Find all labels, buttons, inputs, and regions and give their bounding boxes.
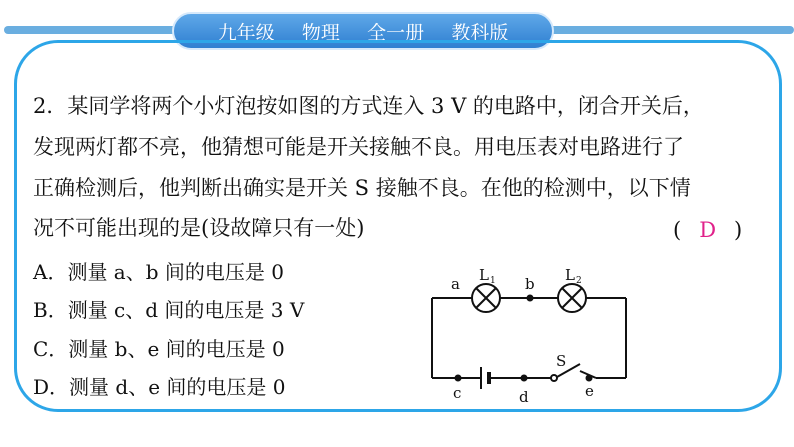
label-d: d xyxy=(519,388,529,406)
answer-value: D xyxy=(699,218,717,242)
circuit-diagram xyxy=(420,260,650,410)
node-d xyxy=(521,375,528,382)
label-l2: L xyxy=(565,266,575,284)
node-b xyxy=(527,295,534,302)
label-e: e xyxy=(585,382,594,400)
header-volume: 全一册 xyxy=(367,21,425,44)
label-b: b xyxy=(525,275,535,293)
question-line-4: 况不可能出现的是(设故障只有一处) xyxy=(33,216,365,240)
question-line-3: 正确检测后，他判断出确实是开关 S 接触不良。在他的检测中，以下情 xyxy=(33,176,691,200)
option-c: C．测量 b、e 间的电压是 0 xyxy=(33,337,285,361)
node-c xyxy=(455,375,462,382)
header-subject: 物理 xyxy=(301,21,340,44)
label-l2-sub: 2 xyxy=(576,276,582,286)
battery xyxy=(481,367,489,389)
option-a: A．测量 a、b 间的电压是 0 xyxy=(33,260,284,284)
answer-open-paren: ( xyxy=(673,218,682,242)
option-b: B．测量 c、d 间的电压是 3 V xyxy=(33,298,305,322)
label-a: a xyxy=(451,275,460,293)
label-s: S xyxy=(556,352,567,370)
question-line-1: 2．某同学将两个小灯泡按如图的方式连入 3 V 的电路中，闭合开关后， xyxy=(33,94,704,118)
answer-close-paren: ) xyxy=(734,218,743,242)
label-c: c xyxy=(453,384,462,402)
option-d: D．测量 d、e 间的电压是 0 xyxy=(33,375,286,399)
answer-blank xyxy=(673,218,742,242)
question-line-2: 发现两灯都不亮，他猜想可能是开关接触不良。用电压表对电路进行了 xyxy=(33,135,684,159)
node-e xyxy=(586,375,593,382)
lamp-l1 xyxy=(472,284,500,312)
label-l1: L xyxy=(479,266,489,284)
label-l1-sub: 1 xyxy=(490,276,496,286)
lamp-l2 xyxy=(558,284,586,312)
header-edition: 教科版 xyxy=(451,21,509,44)
header-grade: 九年级 xyxy=(217,21,275,44)
